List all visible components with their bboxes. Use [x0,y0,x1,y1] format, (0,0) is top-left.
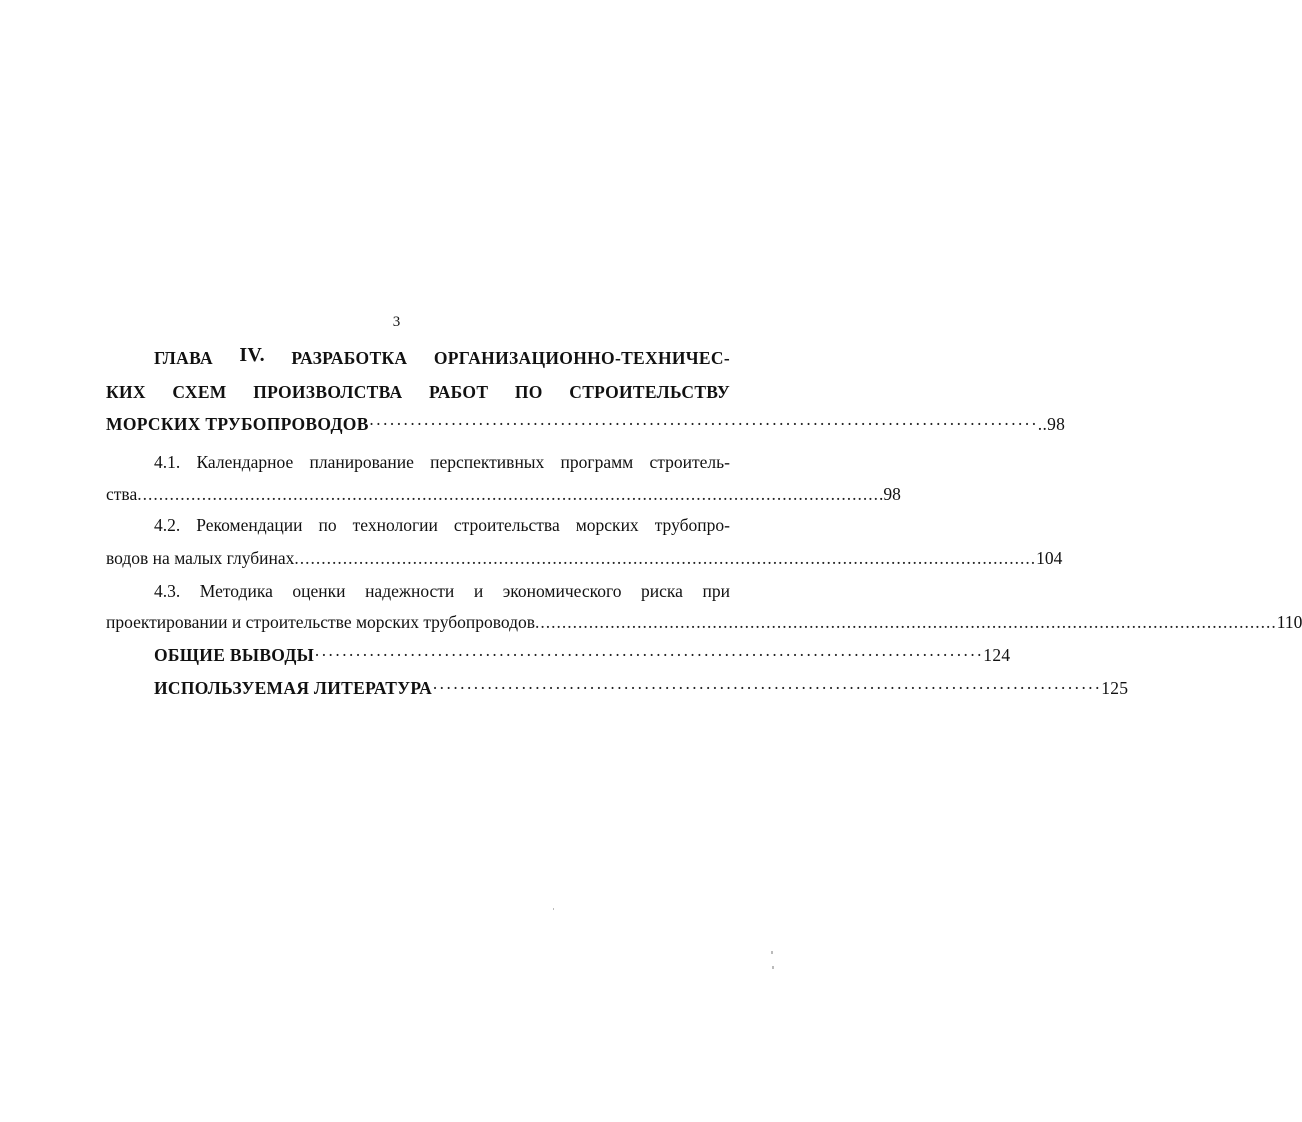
section-number: 4.3. [154,581,181,601]
section-4-2-line-2 [106,547,1063,569]
section-4-1-line-2 [106,483,901,505]
section-word: перспективных [430,452,545,472]
section-word: надежности [365,581,455,601]
section-word: оценки [292,581,346,601]
chapter-word: ПРОИЗВОЛСТВА [253,382,403,402]
literature-entry [106,677,1129,699]
dot-leader: ·································································································· [314,645,984,665]
section-word: технологии [352,515,438,535]
chapter-word: РАБОТ [428,382,489,402]
section-word: строитель- [649,452,730,472]
chapter-heading-line-1 [106,344,730,369]
scan-speck [772,966,774,969]
section-4-3-line-2 [106,611,1302,633]
literature-title: ИСПОЛЬЗУЕМАЯ ЛИТЕРАТУРА [154,678,433,698]
chapter-word: РАЗРАБОТКА [291,348,408,368]
dot-leader: .......................................................................................................................................... [137,484,879,504]
chapter-roman-numeral: IV. [239,344,265,366]
section-word: трубопро- [654,515,730,535]
chapter-word: СТРОИТЕЛЬСТВУ [569,382,730,402]
section-title-end: ства [106,484,138,504]
chapter-heading-line-2 [106,381,730,403]
section-number: 4.1. [154,452,181,472]
dot-leader: .......................................................................................................................................... [294,548,1037,568]
chapter-word: ГЛАВА [154,348,213,368]
section-word: по [318,515,337,535]
scan-speck [553,908,554,910]
section-word: планирование [309,452,414,472]
section-4-3-line-1 [106,580,730,602]
section-title-end: проектировании и строительстве морских трубопроводов [106,612,536,632]
section-page-number: 104 [1036,548,1063,568]
literature-page-number: 125 [1101,678,1129,698]
section-word: морских [575,515,639,535]
section-word: при [702,581,730,601]
section-word: риска [641,581,683,601]
dot-leader: ·································································································· [432,678,1102,698]
chapter-word: КИХ [106,382,146,402]
section-word: экономического [502,581,622,601]
scan-speck [771,951,773,954]
section-word: Методика [199,581,273,601]
section-word: строительства [453,515,560,535]
chapter-title-end: МОРСКИХ ТРУБОПРОВОДОВ [106,414,369,434]
section-page-number: .98 [878,484,901,504]
chapter-word: ОРГАНИЗАЦИОННО-ТЕХНИЧЕС- [433,348,730,368]
dot-leader: .......................................................................................................................................... [535,612,1277,632]
section-word: Календарное [196,452,294,472]
conclusions-title: ОБЩИЕ ВЫВОДЫ [154,645,315,665]
conclusions-entry [106,644,1011,666]
chapter-heading-line-3 [106,413,1066,435]
section-title-end: водов на малых глубинах [106,548,295,568]
section-word: Рекомендации [196,515,303,535]
dot-leader: ·································································································· [368,414,1038,434]
chapter-word: ПО [514,382,543,402]
section-word: и [473,581,484,601]
section-number: 4.2. [154,515,181,535]
section-word: программ [560,452,634,472]
chapter-word: СХЕМ [172,382,227,402]
section-page-number: 110 [1276,612,1302,632]
page-number: 3 [392,314,401,330]
chapter-page-number: ..98 [1037,414,1066,434]
section-4-1-line-1 [106,451,730,473]
conclusions-page-number: 124 [983,645,1011,665]
section-4-2-line-1 [106,514,730,536]
